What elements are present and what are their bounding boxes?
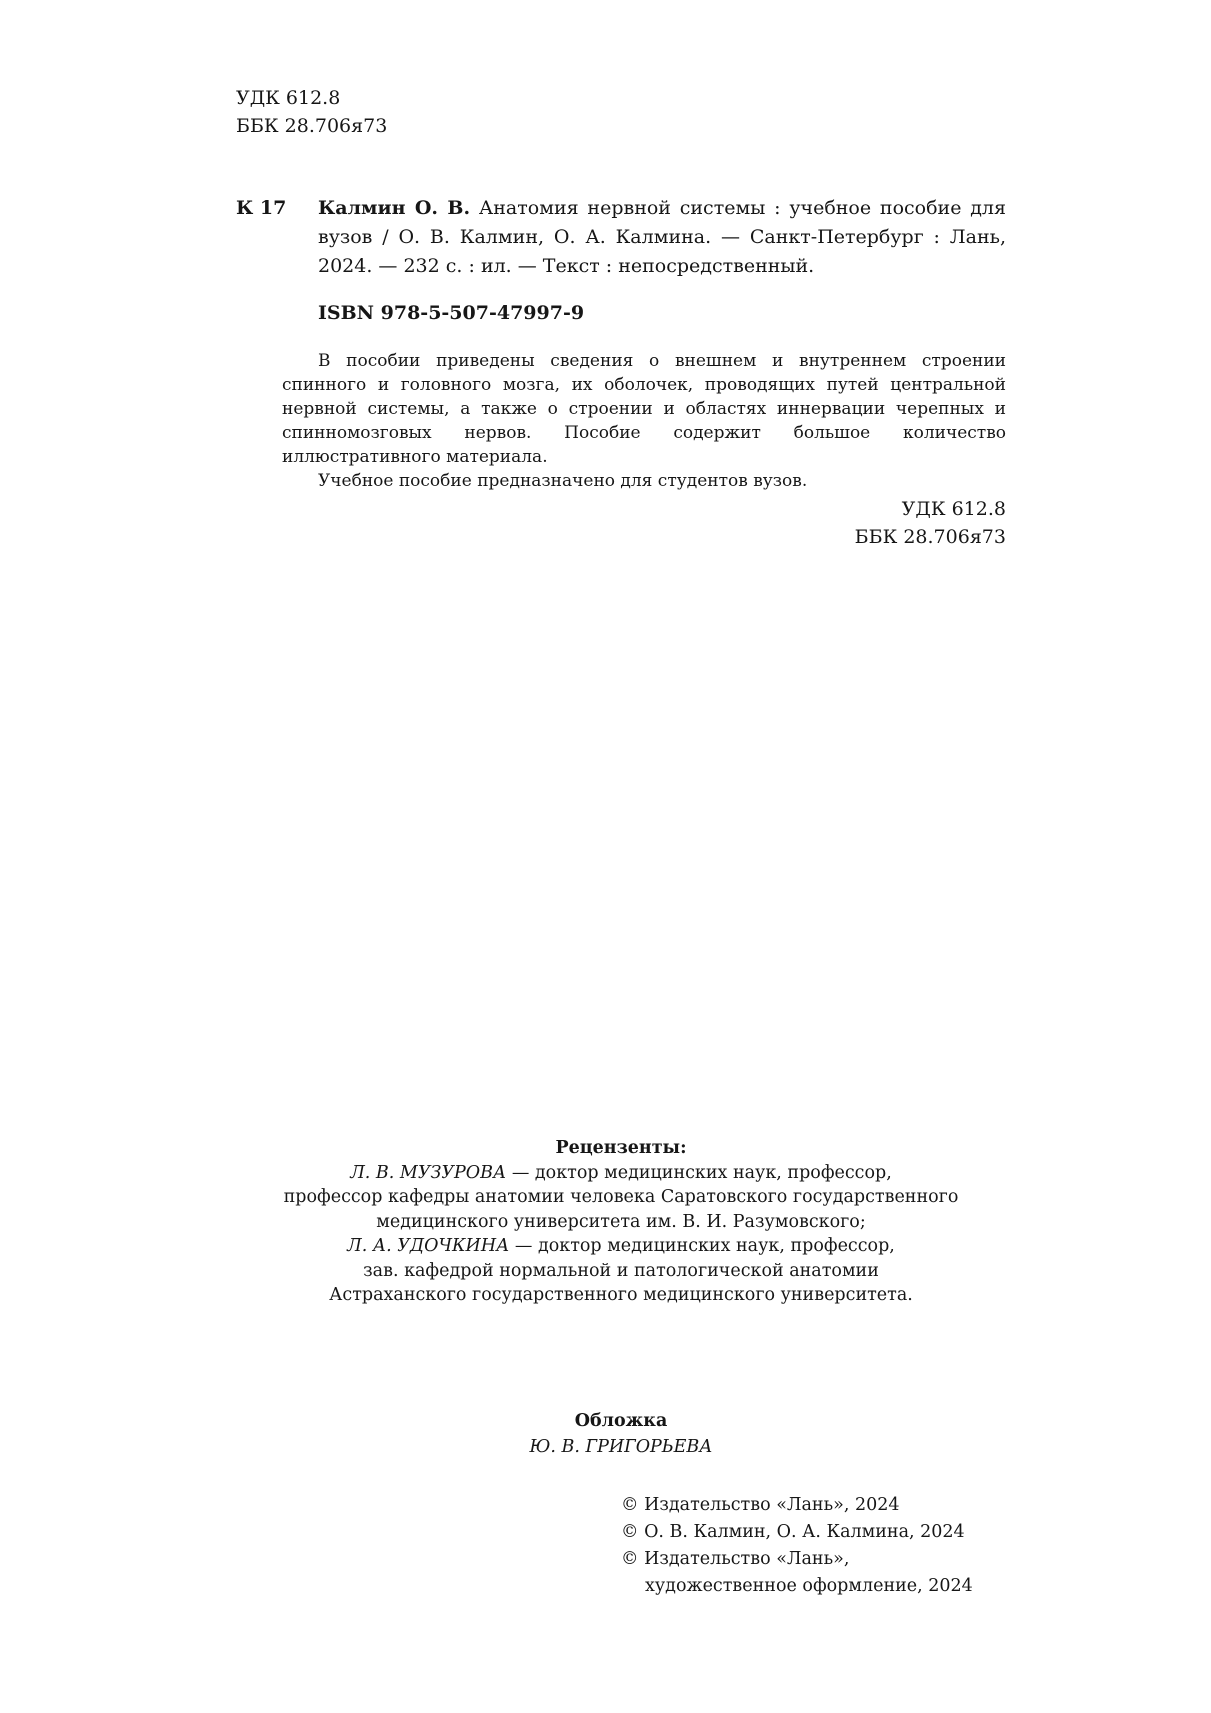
reviewer-affiliation: зав. кафедрой нормальной и патологической анатомии bbox=[363, 1260, 879, 1281]
reviewer-line bbox=[236, 1234, 1006, 1259]
reviewer-line bbox=[236, 1161, 1006, 1186]
classification-codes-top bbox=[236, 84, 387, 140]
udk-code: УДК 612.8 bbox=[901, 498, 1006, 520]
reviewers-block bbox=[236, 1136, 1006, 1308]
copyright-line: художественное оформление, 2024 bbox=[645, 1576, 973, 1596]
classification-codes-bottom bbox=[855, 495, 1006, 551]
reviewer-affiliation: Астраханского государственного медицинского университета. bbox=[329, 1285, 913, 1305]
udk-code: УДК 612.8 bbox=[236, 87, 341, 109]
bibliographic-description bbox=[318, 194, 1006, 281]
copyright-line: © Издательство «Лань», bbox=[621, 1549, 850, 1569]
author-name: Калмин О. В. bbox=[318, 197, 471, 219]
cover-credit bbox=[236, 1408, 1006, 1460]
reviewer-affiliation: профессор кафедры анатомии человека Саратовского государственного bbox=[283, 1187, 959, 1207]
annotation-paragraph: В пособии приведены сведения о внешнем и внутреннем строении спинного и головного мозга, их оболочек, проводящих путей центральной нервной системы, а также о строении и областях иннервации черепных и спинномозговых нервов. Пособие содержит большое количество иллюстративного материала. bbox=[282, 351, 1006, 467]
reviewers-heading: Рецензенты: bbox=[555, 1138, 687, 1158]
reviewer-name: Л. В. МУЗУРОВА bbox=[350, 1162, 507, 1183]
bbk-code: ББК 28.706я73 bbox=[236, 115, 388, 137]
copyright-line: © Издательство «Лань», 2024 bbox=[621, 1495, 900, 1515]
author-sign: К 17 bbox=[236, 197, 287, 219]
copyright-block bbox=[621, 1492, 973, 1600]
cover-designer: Ю. В. ГРИГОРЬЕВА bbox=[529, 1437, 713, 1457]
annotation-paragraph: Учебное пособие предназначено для студентов вузов. bbox=[318, 471, 808, 491]
reviewer-name: Л. А. УДОЧКИНА bbox=[347, 1236, 510, 1256]
description-text: Анатомия нервной системы : учебное пособие для вузов / О. В. Калмин, О. А. Калмина. — Санкт-Петербург : Лань, 2024. — 232 с. : ил. — Текст : непосредственный. bbox=[318, 197, 1006, 277]
bibliographic-entry bbox=[236, 194, 1006, 281]
isbn: ISBN 978-5-507-47997-9 bbox=[318, 302, 585, 324]
annotation bbox=[282, 349, 1006, 493]
bbk-code: ББК 28.706я73 bbox=[854, 526, 1006, 548]
reviewer-title: — доктор медицинских наук, профессор, bbox=[506, 1162, 892, 1183]
reviewer-affiliation: медицинского университета им. В. И. Разумовского; bbox=[376, 1211, 866, 1232]
cover-heading: Обложка bbox=[574, 1411, 668, 1431]
copyright-line: © О. В. Калмин, О. А. Калмина, 2024 bbox=[621, 1522, 965, 1542]
reviewer-title: — доктор медицинских наук, профессор, bbox=[509, 1236, 895, 1256]
